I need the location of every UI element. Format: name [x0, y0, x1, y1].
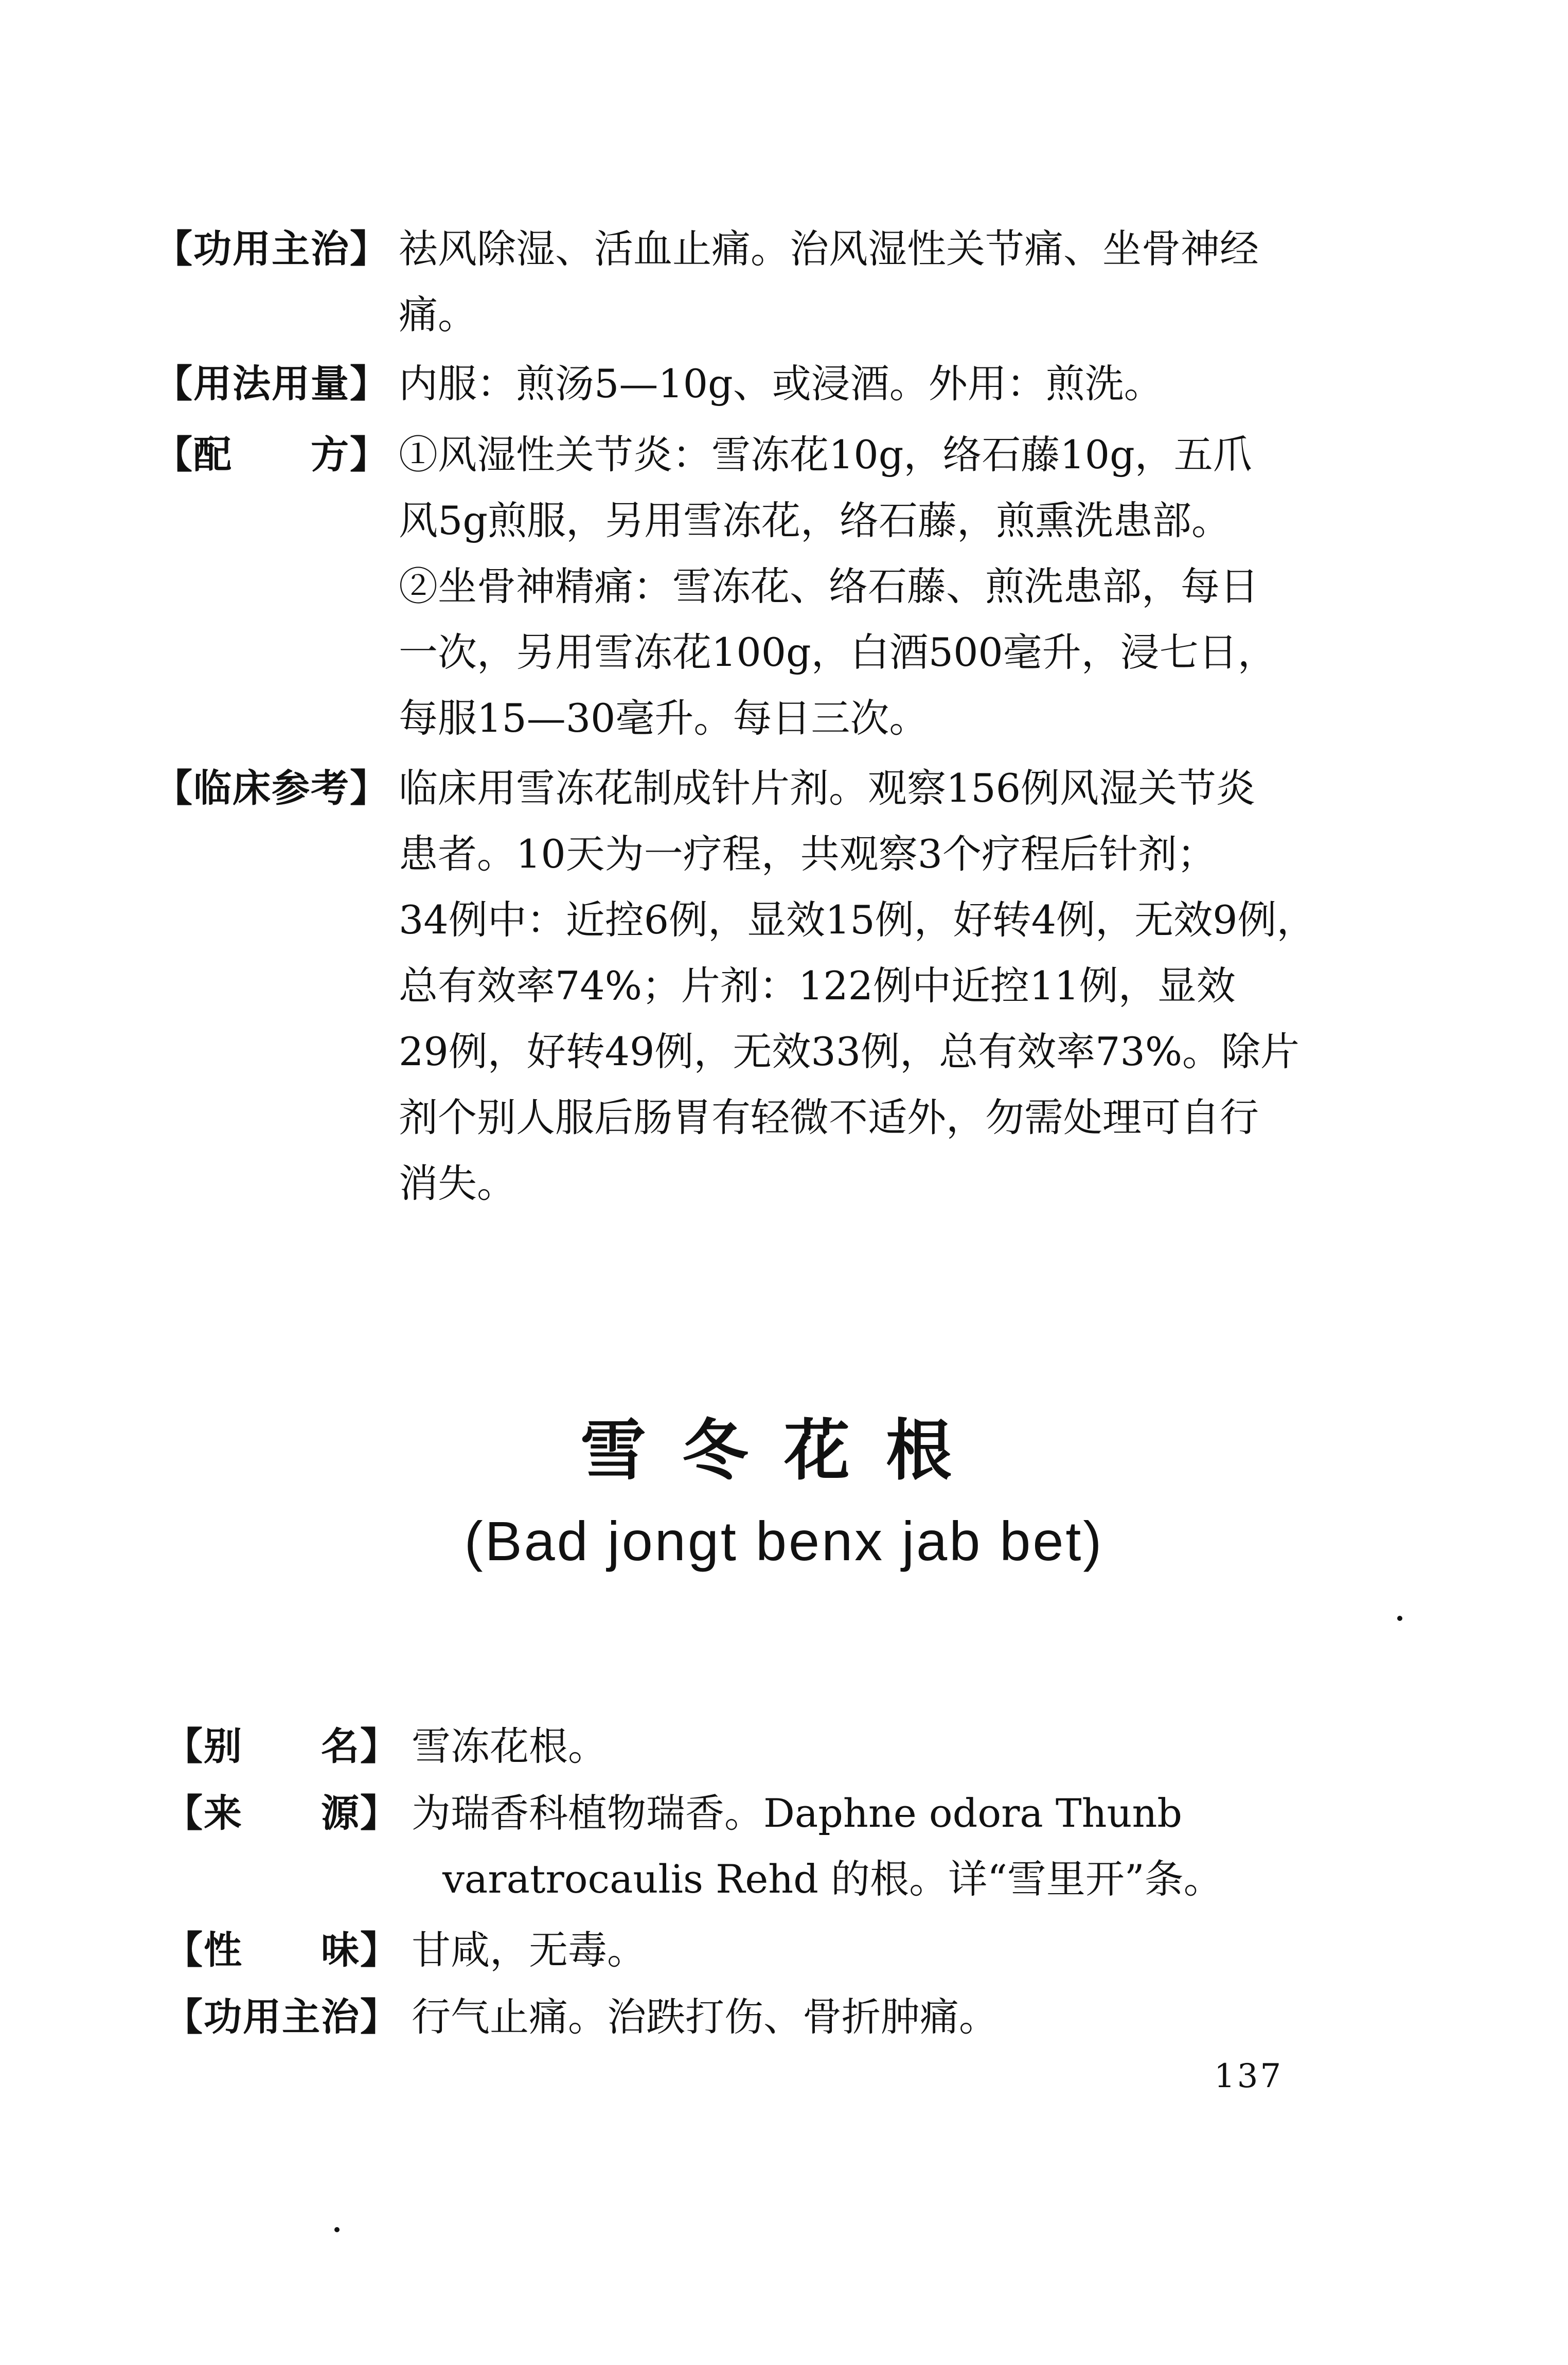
entry-line: 风5g煎服，另用雪冻花，络石藤，煎熏洗患部。 [399, 498, 1231, 543]
entry-line: 甘咸，无毒。 [412, 1927, 646, 1973]
entry-line: 内服：煎汤5—10g、或浸酒。外用：煎洗。 [399, 361, 1163, 407]
entry-label: 【功用主治】 [165, 1995, 399, 2039]
entry-line: 29例，好转49例，无效33例，总有效率73%。除片 [399, 1029, 1300, 1074]
monograph-pinyin: (Bad jongt benx jab bet) [464, 1510, 1104, 1572]
entry-line: 行气止痛。治跌打伤、骨折肿痛。 [412, 1994, 998, 2040]
entry-line: ②坐骨神精痛：雪冻花、络石藤、煎洗患部，每日 [399, 563, 1259, 609]
entry-line: 每服15—30毫升。每日三次。 [399, 695, 929, 741]
entry-label: 【临床参考】 [154, 766, 389, 810]
entry-line: 祛风除湿、活血止痛。治风湿性关节痛、坐骨神经 [399, 226, 1259, 272]
entry-line: 雪冻花根。 [412, 1723, 607, 1769]
monograph-title: 雪冬花根 [580, 1413, 988, 1489]
entry-label: 【用法用量】 [154, 362, 389, 406]
entry-line: 消失。 [399, 1160, 516, 1206]
entry-line: 患者。10天为一疗程，共观察3个疗程后针剂； [399, 831, 1217, 877]
entry-label: 【来 源】 [165, 1791, 399, 1835]
entry-line: 34例中：近控6例，显效15例，好转4例，无效9例， [399, 897, 1316, 943]
entry-line: 痛。 [399, 292, 477, 338]
entry-label: 【别 名】 [165, 1724, 399, 1769]
scan-speck [334, 2227, 340, 2232]
entry-label: 【功用主治】 [154, 227, 389, 271]
scan-speck [1397, 1616, 1402, 1621]
entry-label: 【性 味】 [165, 1928, 399, 1972]
entry-line: 总有效率74%；片剂：122例中近控11例，显效 [399, 963, 1236, 1009]
entry-line: ①风湿性关节炎：雪冻花10g，络石藤10g，五爪 [399, 432, 1252, 478]
entry-line: 临床用雪冻花制成针片剂。观察156例风湿关节炎 [399, 765, 1256, 811]
entry-line: 一次，另用雪冻花100g，白酒500毫升，浸七日， [399, 629, 1277, 675]
entry-line: 为瑞香科植物瑞香。Daphne odora Thunb [412, 1790, 1183, 1836]
entry-line: 剂个别人服后肠胃有轻微不适外，勿需处理可自行 [399, 1095, 1259, 1140]
page-number: 137 [1214, 2057, 1284, 2095]
entry-label: 【配 方】 [154, 433, 389, 477]
entry-line: varatrocaulis Rehd 的根。详“雪里开”条。 [442, 1856, 1223, 1902]
